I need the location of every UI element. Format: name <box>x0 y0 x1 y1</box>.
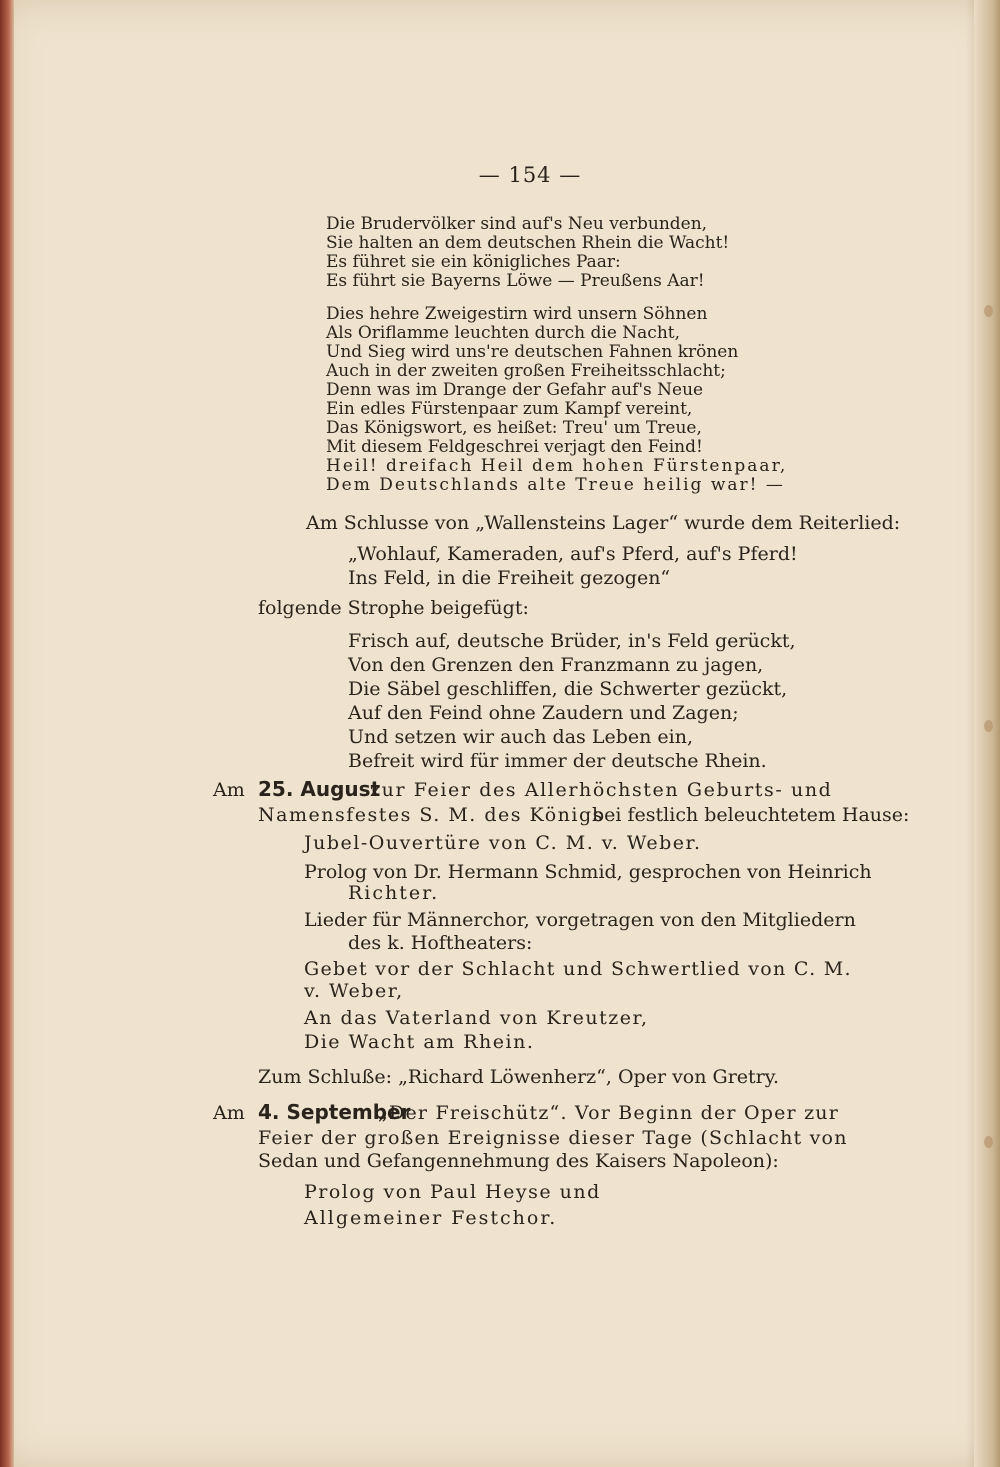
entry-line: zur Feier des Allerhöchsten Geburts- und <box>370 779 833 801</box>
poem-line: Ein edles Fürstenpaar zum Kampf vereint, <box>326 399 693 419</box>
entry-line: bei festlich beleuchtetem Hause: <box>592 804 910 826</box>
poem-line: Die Brudervölker sind auf's Neu verbunden, <box>326 214 708 234</box>
poem-line: Mit diesem Feldgeschrei verjagt den Feind! <box>326 437 703 457</box>
entry-line: Sedan und Gefangennehmung des Kaisers Napoleon): <box>258 1150 779 1172</box>
quote-line: Ins Feld, in die Freiheit gezogen“ <box>348 567 671 589</box>
page-number: — 154 — <box>478 163 582 187</box>
entry-line: Namensfestes S. M. des Königs <box>258 804 604 826</box>
entry-date: 4. September <box>258 1100 411 1124</box>
entry-label: Am <box>213 779 245 801</box>
poem-line: Sie halten an dem deutschen Rhein die Wacht! <box>326 233 730 253</box>
poem-line: Auch in der zweiten großen Freiheitsschlacht; <box>326 361 726 381</box>
poem-line: Denn was im Drange der Gefahr auf's Neue <box>326 380 704 400</box>
program-item: Prolog von Dr. Hermann Schmid, gesprochen von Heinrich <box>304 861 872 883</box>
entry-label: Am <box>213 1102 245 1124</box>
poem-line-spaced: Heil! dreifach Heil dem hohen Fürstenpaar, <box>326 456 788 476</box>
entry-line: Feier der großen Ereignisse dieser Tage (Schlacht von <box>258 1127 848 1149</box>
stain-mark <box>984 720 993 732</box>
stanza-line: Die Säbel geschliffen, die Schwerter gezückt, <box>348 678 788 700</box>
program-item: v. Weber, <box>304 980 404 1002</box>
program-item: Allgemeiner Festchor. <box>304 1207 558 1229</box>
poem-line-spaced: Dem Deutschlands alte Treue heilig war! — <box>326 475 785 495</box>
page-edge <box>974 0 1000 1467</box>
stanza-line: Und setzen wir auch das Leben ein, <box>348 726 693 748</box>
program-item: Richter. <box>348 882 440 904</box>
program-item: Jubel-Ouvertüre von C. M. v. Weber. <box>304 832 702 854</box>
paragraph-line: folgende Strophe beigefügt: <box>258 597 529 619</box>
entry-line: „Der Freischütz“. Vor Beginn der Oper zur <box>378 1102 839 1124</box>
book-binding <box>0 0 14 1467</box>
poem-line: Dies hehre Zweigestirn wird unsern Söhnen <box>326 304 708 324</box>
poem-line: Es führt sie Bayerns Löwe — Preußens Aar! <box>326 271 705 291</box>
poem-line: Und Sieg wird uns're deutschen Fahnen krönen <box>326 342 739 362</box>
program-item: Lieder für Männerchor, vorgetragen von den Mitgliedern <box>304 909 856 931</box>
stain-mark <box>984 1136 993 1148</box>
stanza-line: Befreit wird für immer der deutsche Rhein. <box>348 750 767 772</box>
quote-line: „Wohlauf, Kameraden, auf's Pferd, auf's Pferd! <box>348 543 798 565</box>
stanza-line: Auf den Feind ohne Zaudern und Zagen; <box>348 702 739 724</box>
stanza-line: Frisch auf, deutsche Brüder, in's Feld gerückt, <box>348 630 796 652</box>
program-item: Gebet vor der Schlacht und Schwertlied von C. M. <box>304 958 852 980</box>
poem-line: Es führet sie ein königliches Paar: <box>326 252 621 272</box>
stain-mark <box>984 305 993 317</box>
program-item: Die Wacht am Rhein. <box>304 1031 535 1053</box>
entry-date: 25. August <box>258 777 381 801</box>
poem-line: Das Königswort, es heißet: Treu' um Treue, <box>326 418 702 438</box>
closing-line: Zum Schluße: „Richard Löwenherz“, Oper von Gretry. <box>258 1066 779 1088</box>
paragraph-line: Am Schlusse von „Wallensteins Lager“ wurde dem Reiterlied: <box>306 512 901 534</box>
program-item: Prolog von Paul Heyse und <box>304 1181 601 1203</box>
program-item: An das Vaterland von Kreutzer, <box>304 1007 649 1029</box>
program-item: des k. Hoftheaters: <box>348 932 533 954</box>
stanza-line: Von den Grenzen den Franzmann zu jagen, <box>348 654 764 676</box>
poem-line: Als Oriflamme leuchten durch die Nacht, <box>326 323 681 343</box>
